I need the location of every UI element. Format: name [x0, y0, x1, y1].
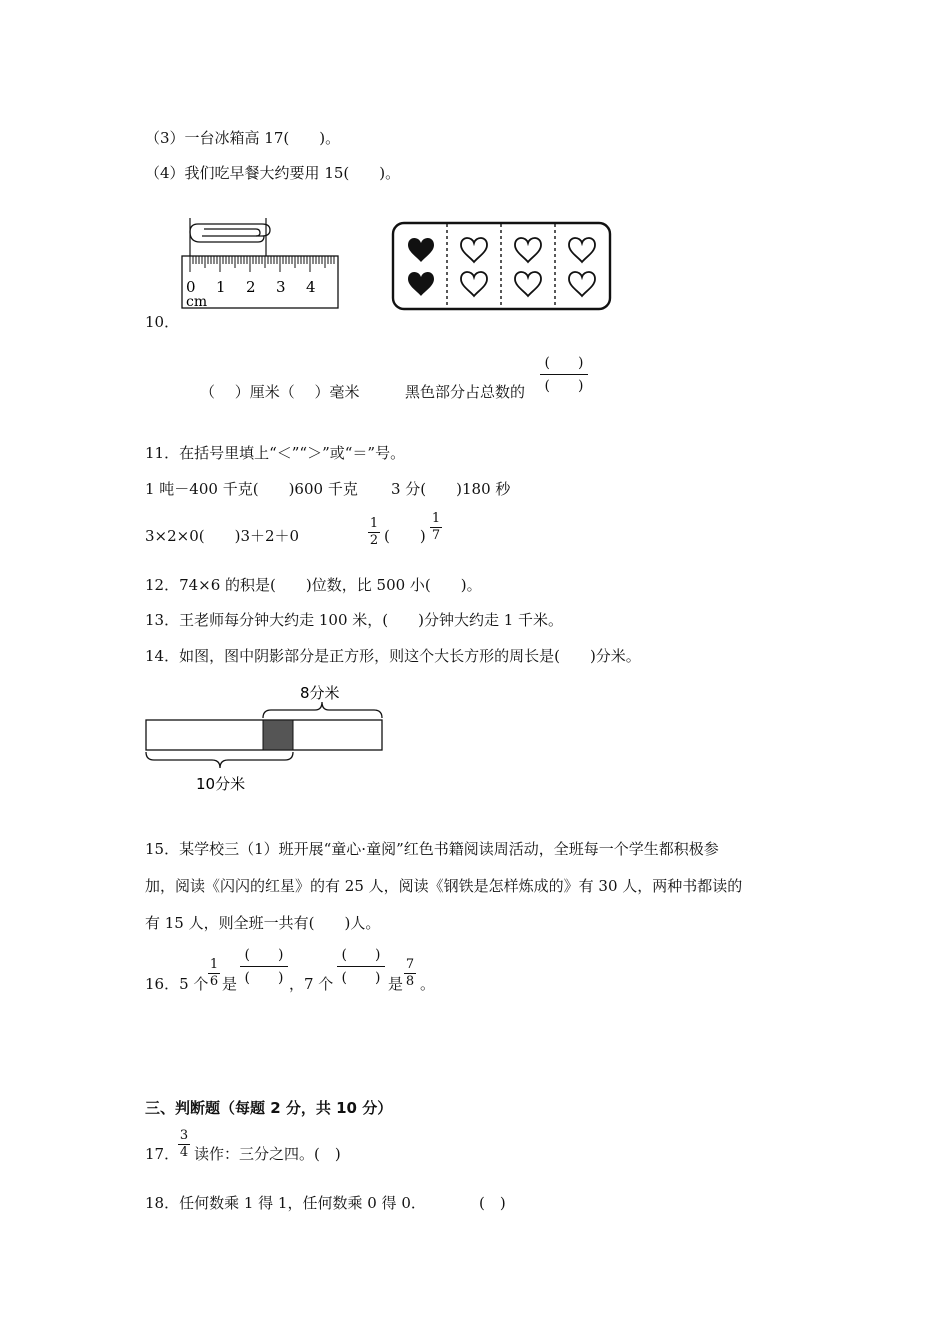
q11-b: 3 分( )180 秒	[391, 480, 511, 498]
q16-blank-2-num: ( )	[341, 947, 381, 963]
q16-blank-2-den: ( )	[341, 970, 381, 986]
q11-d-left-den: 2	[369, 533, 379, 548]
q11-a: 1 吨－400 千克( )600 千克	[145, 480, 358, 498]
q16-f2-num: 7	[405, 957, 415, 972]
paperclip	[190, 224, 270, 242]
q16-is-2: 是	[388, 975, 404, 993]
q11-d-left-fraction	[368, 517, 380, 548]
q15-line-1: 15．某学校三（1）班开展“童心·童阅”红色书籍阅读周活动，全班每一个学生都积极参	[145, 840, 719, 858]
q15-line-3: 有 15 人，则全班一共有( )人。	[145, 914, 381, 932]
ruler-tick-0: 0	[186, 278, 196, 296]
q11-d-blank: ( )	[384, 527, 426, 545]
q16-blank-1-den: ( )	[244, 970, 284, 986]
q17-text: 读作：三分之四。( )	[194, 1145, 341, 1163]
label-8dm: 8分米	[300, 684, 340, 702]
q9-item-4: （4）我们吃早餐大约要用 15( )。	[145, 164, 401, 182]
q16-comma: ，7 个	[289, 975, 334, 993]
q10-answer-right: 黑色部分占总数的	[405, 383, 526, 401]
shaded-square	[263, 720, 293, 750]
q13-text: 13．王老师每分钟大约走 100 米，( )分钟大约走 1 千米。	[145, 611, 564, 629]
q16-end: 。	[420, 975, 436, 993]
top-brace	[263, 702, 382, 718]
q16-fraction-7-8	[404, 958, 416, 989]
section-3-heading: 三、判断题（每题 2 分，共 10 分）	[145, 1099, 393, 1117]
ruler-figure	[178, 212, 344, 312]
q17-number: 17．	[145, 1145, 180, 1163]
hearts-figure	[390, 220, 614, 314]
ruler-tick-1: 1	[216, 278, 226, 296]
q12-text: 12．74×6 的积是( )位数，比 500 小( )。	[145, 576, 482, 594]
q16-fraction-1-6	[208, 958, 220, 989]
q10-answer-left: （ ）厘米（ ）毫米	[200, 383, 360, 401]
q16-prefix: 16．5 个	[145, 975, 209, 993]
q14-text: 14．如图，图中阴影部分是正方形，则这个大长方形的周长是( )分米。	[145, 647, 641, 665]
ruler-tick-3: 3	[276, 278, 286, 296]
q16-blank-1-num: ( )	[244, 947, 284, 963]
q16-f1-den: 6	[209, 974, 219, 989]
q11-d-right-fraction	[430, 512, 442, 543]
q10-frac-num: ( )	[544, 355, 584, 371]
q11-d-left-num: 1	[369, 516, 379, 531]
q16-blank-fraction-2	[337, 946, 385, 987]
q10-number: 10．	[145, 313, 180, 331]
ruler-unit: cm	[186, 294, 208, 310]
q17-f-num: 3	[179, 1128, 189, 1143]
ruler-tick-4: 4	[306, 278, 316, 296]
q11-d-right-num: 1	[431, 511, 441, 526]
q18-blank: ( )	[479, 1194, 506, 1212]
q15-line-2: 加，阅读《闪闪的红星》的有 25 人，阅读《钢铁是怎样炼成的》有 30 人，两种书都读的	[145, 877, 743, 895]
label-10dm: 10分米	[196, 775, 246, 793]
q16-is-1: 是	[222, 975, 238, 993]
q10-frac-den: ( )	[544, 378, 584, 394]
q11-d-right-den: 7	[431, 528, 441, 543]
q16-f1-num: 1	[209, 957, 219, 972]
q11-title: 11．在括号里填上“＜”“＞”或“＝”号。	[145, 444, 406, 462]
q9-item-3: （3）一台冰箱高 17( )。	[145, 129, 341, 147]
ruler-tick-2: 2	[246, 278, 256, 296]
q18-text: 18．任何数乘 1 得 1，任何数乘 0 得 0．	[145, 1194, 426, 1212]
q11-c: 3×2×0( )3＋2＋0	[145, 527, 300, 545]
rectangle-figure	[140, 680, 390, 800]
q17-fraction	[178, 1129, 190, 1160]
bottom-brace	[146, 752, 293, 768]
q16-blank-fraction-1	[240, 946, 288, 987]
q17-f-den: 4	[179, 1145, 189, 1160]
q16-f2-den: 8	[405, 974, 415, 989]
q10-fraction-blank	[540, 354, 588, 395]
